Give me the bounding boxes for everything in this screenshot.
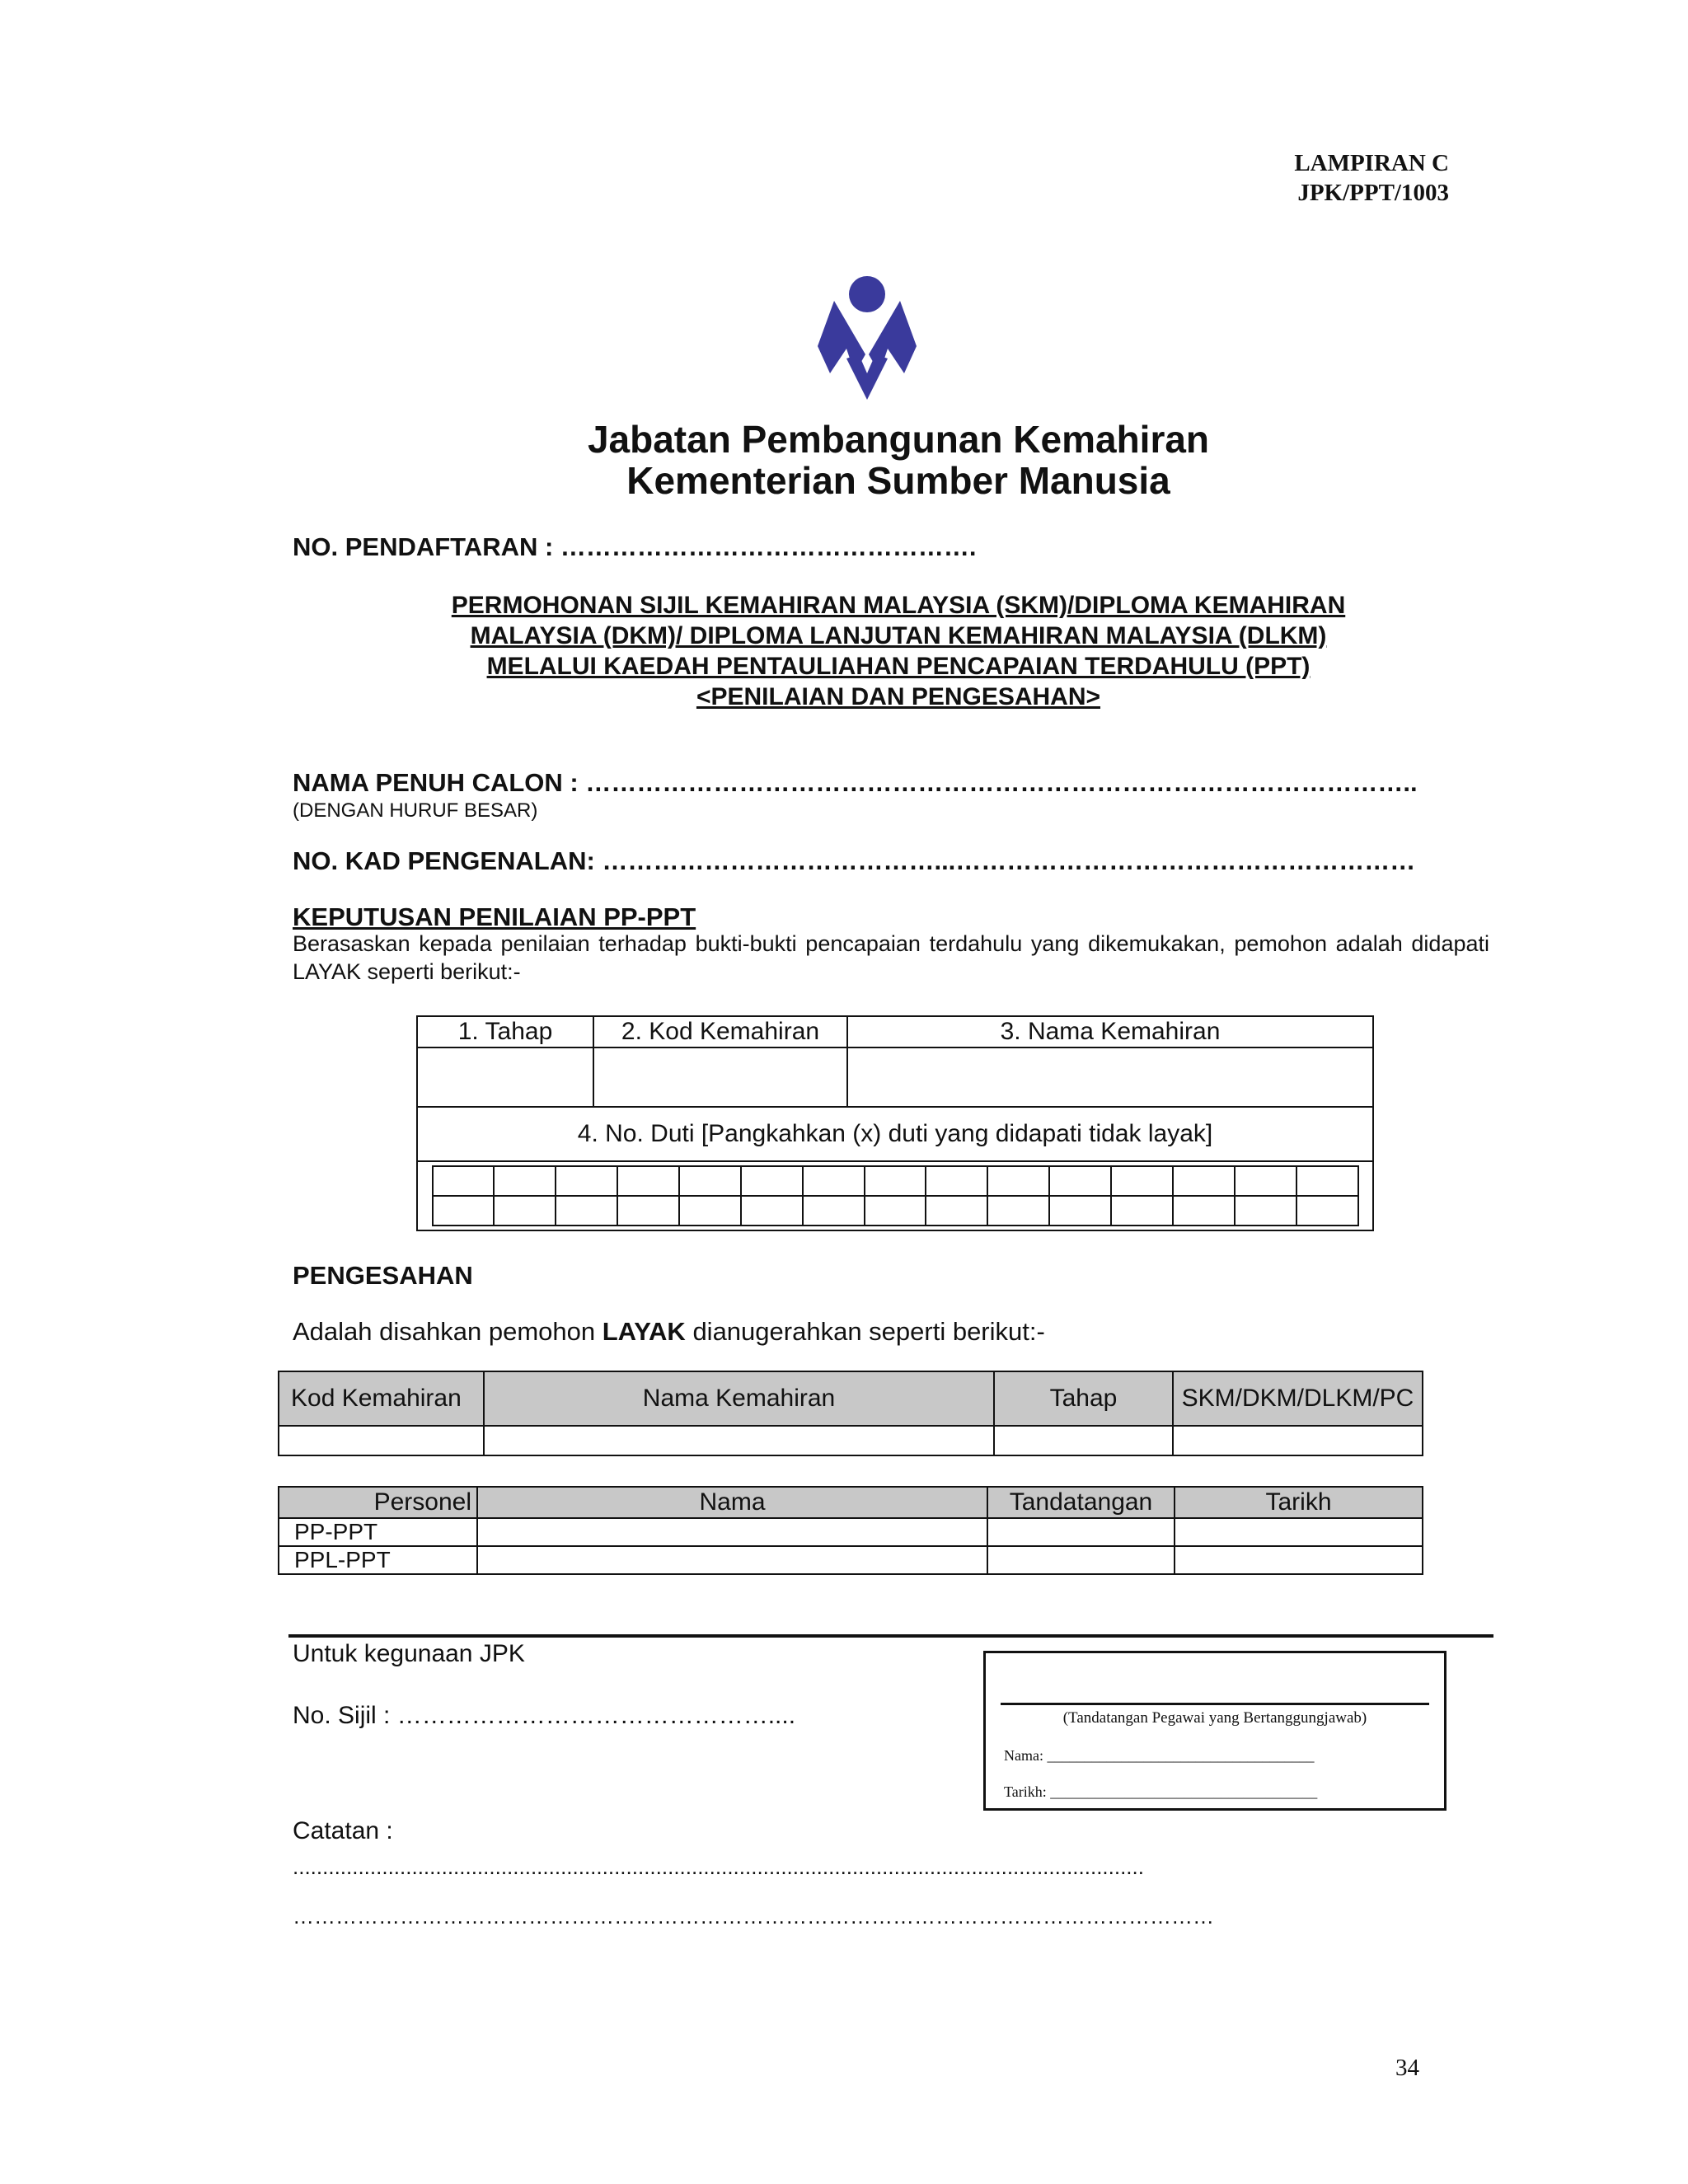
request-title-line: PERMOHONAN SIJIL KEMAHIRAN MALAYSIA (SKM)/DIPLOMA KEMAHIRAN — [451, 592, 1346, 619]
catatan-line[interactable]: ………………………………………………………………………………………………………………… — [293, 1904, 1214, 1929]
assessment-table — [416, 1015, 1374, 1231]
duti-box[interactable] — [926, 1166, 987, 1196]
duti-box[interactable] — [987, 1196, 1049, 1226]
document-ref: JPK/PPT/1003 — [1297, 180, 1449, 206]
duti-box[interactable] — [1111, 1196, 1173, 1226]
jpk-logo-icon — [818, 276, 917, 400]
duti-box[interactable] — [617, 1196, 679, 1226]
award-header-tahap: Tahap — [994, 1371, 1173, 1426]
request-title-line: <PENILAIAN DAN PENGESAHAN> — [696, 683, 1101, 710]
signature-caption: (Tandatangan Pegawai yang Bertanggungjawab) — [1062, 1709, 1367, 1727]
duti-box[interactable] — [494, 1166, 556, 1196]
duti-box[interactable] — [926, 1196, 987, 1226]
duti-box[interactable] — [679, 1196, 741, 1226]
personnel-date-cell[interactable] — [1175, 1518, 1423, 1546]
award-tahap-cell[interactable] — [994, 1426, 1173, 1455]
award-nama-cell[interactable] — [484, 1426, 994, 1455]
agency-title — [0, 419, 1688, 501]
personnel-date-cell[interactable] — [1175, 1546, 1423, 1574]
section-divider — [288, 1634, 1493, 1638]
agency-name: Jabatan Pembangunan Kemahiran — [587, 418, 1210, 461]
pengesahan-text-pre: Adalah disahkan pemohon — [293, 1317, 603, 1346]
duti-box[interactable] — [1173, 1166, 1235, 1196]
duti-box[interactable] — [803, 1196, 865, 1226]
tahap-cell[interactable] — [417, 1047, 593, 1107]
personnel-table — [278, 1486, 1423, 1575]
duti-box[interactable] — [1235, 1196, 1296, 1226]
kod-cell[interactable] — [593, 1047, 847, 1107]
personnel-header-tarikh: Tarikh — [1175, 1487, 1423, 1518]
personnel-header-nama: Nama — [477, 1487, 987, 1518]
duti-box[interactable] — [1296, 1166, 1358, 1196]
award-sijil-cell[interactable] — [1173, 1426, 1423, 1455]
layak-word: LAYAK — [602, 1317, 686, 1346]
document-header — [1294, 148, 1449, 208]
duti-header: 4. No. Duti [Pangkahkan (x) duti yang didapati tidak layak] — [417, 1107, 1373, 1161]
pengesahan-text — [293, 1317, 1045, 1347]
signature-line[interactable] — [1001, 1703, 1429, 1705]
duti-box[interactable] — [556, 1166, 617, 1196]
duti-box[interactable] — [433, 1196, 495, 1226]
duti-box[interactable] — [433, 1166, 495, 1196]
duti-box[interactable] — [1049, 1196, 1111, 1226]
award-header-kod: Kod Kemahiran — [279, 1371, 484, 1426]
duti-box[interactable] — [617, 1166, 679, 1196]
personnel-header-personel: Personel — [279, 1487, 477, 1518]
personnel-nama-cell[interactable] — [477, 1546, 987, 1574]
request-title — [297, 590, 1500, 712]
ic-number-field[interactable]: NO. KAD PENGENALAN: …………………………………...……………………………………………… — [293, 846, 1416, 875]
pengesahan-text-post: dianugerahkan seperti berikut:- — [685, 1317, 1045, 1346]
catatan-line[interactable]: ............................................................................................................................................... — [293, 1854, 1144, 1879]
col-tahap-header: 1. Tahap — [417, 1016, 593, 1047]
duti-grid-cell — [417, 1161, 1373, 1230]
award-kod-cell[interactable] — [279, 1426, 484, 1455]
personnel-header-tandatangan: Tandatangan — [987, 1487, 1175, 1518]
jpk-heading: Untuk kegunaan JPK — [293, 1640, 525, 1667]
col-nama-header: 3. Nama Kemahiran — [847, 1016, 1373, 1047]
duti-box[interactable] — [1111, 1166, 1173, 1196]
duti-box[interactable] — [1235, 1166, 1296, 1196]
duti-box[interactable] — [741, 1196, 803, 1226]
personnel-row-label: PPL-PPT — [279, 1546, 477, 1574]
officer-signature-box — [983, 1651, 1447, 1811]
personnel-signature-cell[interactable] — [987, 1546, 1175, 1574]
registration-number-field[interactable]: NO. PENDAFTARAN : …………………………………………. — [293, 532, 977, 561]
pengesahan-heading: PENGESAHAN — [293, 1261, 473, 1290]
decision-text: Berasaskan kepada penilaian terhadap bukti-bukti pencapaian terdahulu yang dikemukakan, pemohon adalah didapati LAYAK seperti berikut:- — [293, 931, 1489, 984]
page-number: 34 — [1395, 2055, 1419, 2081]
nama-cell[interactable] — [847, 1047, 1373, 1107]
certificate-number-field[interactable]: No. Sijil : ……………………………………….... — [293, 1702, 796, 1729]
duti-box[interactable] — [987, 1166, 1049, 1196]
personnel-nama-cell[interactable] — [477, 1518, 987, 1546]
duti-box[interactable] — [865, 1196, 926, 1226]
award-header-nama: Nama Kemahiran — [484, 1371, 994, 1426]
col-kod-header: 2. Kod Kemahiran — [593, 1016, 847, 1047]
ministry-name: Kementerian Sumber Manusia — [626, 459, 1170, 502]
duti-box[interactable] — [494, 1196, 556, 1226]
duti-box[interactable] — [679, 1166, 741, 1196]
duti-box[interactable] — [865, 1166, 926, 1196]
duti-box[interactable] — [1049, 1166, 1111, 1196]
duti-grid — [432, 1165, 1359, 1226]
duti-box[interactable] — [556, 1196, 617, 1226]
lampiran-label: LAMPIRAN C — [1294, 150, 1449, 176]
request-title-line: MALAYSIA (DKM)/ DIPLOMA LANJUTAN KEMAHIRAN MALAYSIA (DLKM) — [470, 622, 1327, 649]
request-title-line: MELALUI KAEDAH PENTAULIAHAN PENCAPAIAN TERDAHULU (PPT) — [486, 653, 1311, 680]
personnel-signature-cell[interactable] — [987, 1518, 1175, 1546]
officer-date-field[interactable]: Tarikh: ____________________________________ — [1004, 1783, 1318, 1800]
officer-name-field[interactable]: Nama: ____________________________________ — [1004, 1747, 1315, 1764]
catatan-label: Catatan : — [293, 1817, 393, 1844]
award-header-sijil: SKM/DKM/DLKM/PC — [1173, 1371, 1423, 1426]
candidate-name-field[interactable]: NAMA PENUH CALON : …………………………………………………………………………………….. — [293, 768, 1418, 797]
personnel-row-label: PP-PPT — [279, 1518, 477, 1546]
duti-box[interactable] — [1173, 1196, 1235, 1226]
duti-box[interactable] — [1296, 1196, 1358, 1226]
decision-heading: KEPUTUSAN PENILAIAN PP-PPT — [293, 902, 696, 931]
duti-box[interactable] — [803, 1166, 865, 1196]
candidate-name-note: (DENGAN HURUF BESAR) — [293, 799, 538, 822]
award-table — [278, 1371, 1423, 1456]
duti-box[interactable] — [741, 1166, 803, 1196]
